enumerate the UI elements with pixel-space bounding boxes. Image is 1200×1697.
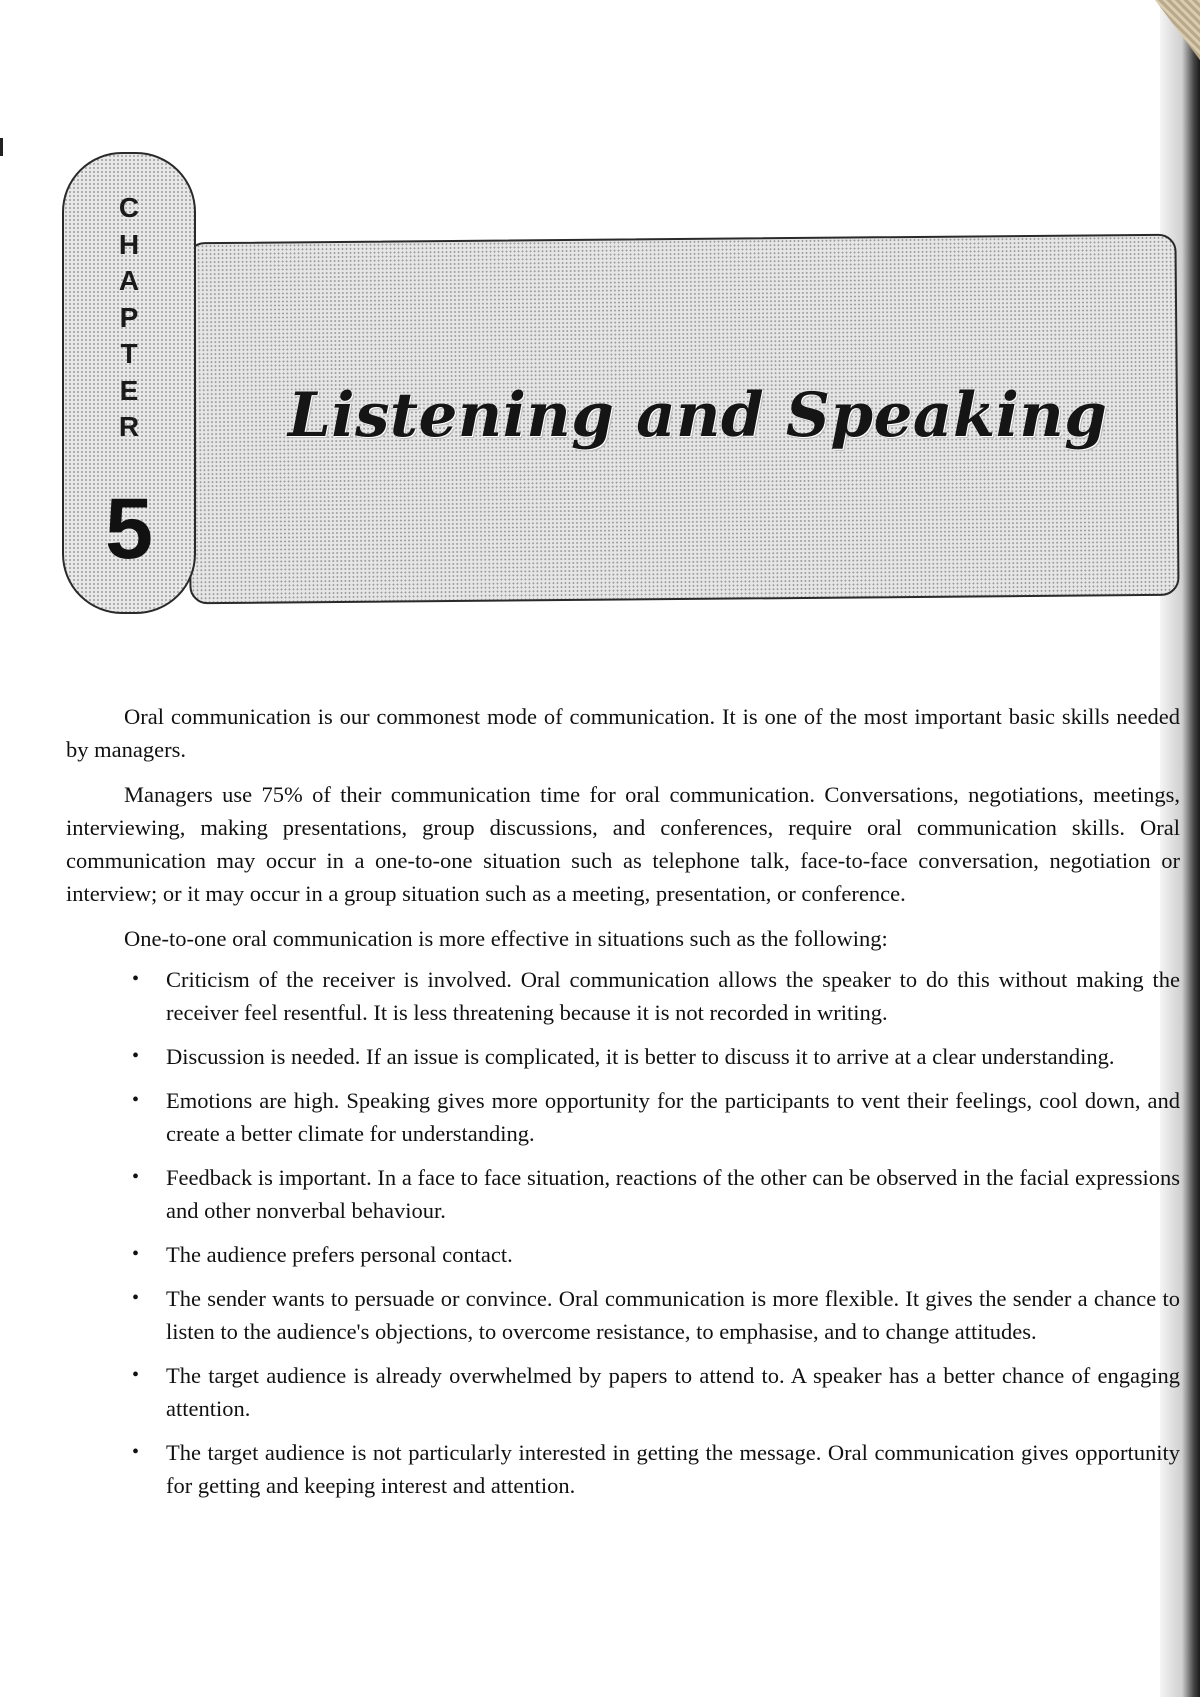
- chapter-letter: E: [119, 374, 139, 406]
- chapter-letter: A: [118, 265, 140, 296]
- chapter-number: 5: [105, 481, 153, 577]
- chapter-letter: C: [118, 192, 140, 223]
- bullet-icon: •: [132, 1045, 140, 1067]
- paragraph-oral-communication: Oral communication is our commonest mode of communication. It is one of the most important basic skills needed by managers.: [66, 704, 1180, 762]
- list-item-text: Emotions are high. Speaking gives more opportunity for the participants to vent their feelings, cool down, and create a better climate for understanding.: [166, 1088, 1180, 1146]
- list-item-text: The target audience is already overwhelmed by papers to attend to. A speaker has a better chance of engaging attention.: [166, 1363, 1180, 1421]
- chapter-tab: [62, 152, 196, 614]
- bullet-icon: •: [132, 1089, 140, 1111]
- bullet-icon: •: [132, 1166, 140, 1188]
- list-item: [66, 1040, 1180, 1073]
- list-item: [66, 1359, 1180, 1425]
- list-item-text: The sender wants to persuade or convince. Oral communication is more flexible. It gives the sender a chance to listen to the audience's objections, to overcome resistance, to emphasise, and to change attitudes.: [166, 1286, 1180, 1344]
- list-item-text: Criticism of the receiver is involved. Oral communication allows the speaker to do this without making the receiver feel resentful. It is less threatening because it is not recorded in writing.: [166, 967, 1180, 1025]
- list-item: [66, 1238, 1180, 1271]
- list-item-text: Discussion is needed. If an issue is complicated, it is better to discuss it to arrive at a clear understanding.: [166, 1044, 1115, 1069]
- chapter-letter: H: [118, 228, 140, 260]
- body-text: [66, 700, 1180, 1513]
- bullet-icon: •: [132, 1243, 140, 1265]
- list-item-text: Feedback is important. In a face to face situation, reactions of the other can be observed in the facial expressions and other nonverbal behaviour.: [166, 1165, 1180, 1223]
- bullet-icon: •: [132, 1287, 140, 1309]
- bullet-icon: •: [132, 1364, 140, 1386]
- situations-list: [66, 963, 1180, 1502]
- list-item-text: The target audience is not particularly interested in getting the message. Oral communication gives opportunity for getting and keeping interest and attention.: [166, 1440, 1180, 1498]
- list-item: [66, 1436, 1180, 1502]
- list-item-text: The audience prefers personal contact.: [166, 1242, 513, 1267]
- list-intro: One-to-one oral communication is more effective in situations such as the following:: [124, 926, 888, 951]
- paragraph-managers: Managers use 75% of their communication time for oral communication. Conversations, negotiations, meetings, interviewing, making presentations, group discussions, and conferences, require oral communication skills. Oral communication may occur in a one-to-one situation such as telephone talk, face-to-face conversation, negotiation or interview; or it may occur in a group situation such as a meeting, presentation, or conference.: [66, 782, 1180, 906]
- list-item: [66, 1084, 1180, 1150]
- bullet-icon: •: [132, 1441, 140, 1463]
- chapter-title: Listening and Speaking: [288, 380, 1108, 451]
- scan-mark: [0, 138, 3, 156]
- bullet-icon: •: [132, 968, 140, 990]
- chapter-letter: T: [120, 338, 138, 369]
- list-item: [66, 1282, 1180, 1348]
- list-item: [66, 1161, 1180, 1227]
- chapter-letter: R: [118, 411, 140, 442]
- chapter-letter: P: [119, 301, 139, 333]
- chapter-label: [64, 190, 194, 446]
- list-item: [66, 963, 1180, 1029]
